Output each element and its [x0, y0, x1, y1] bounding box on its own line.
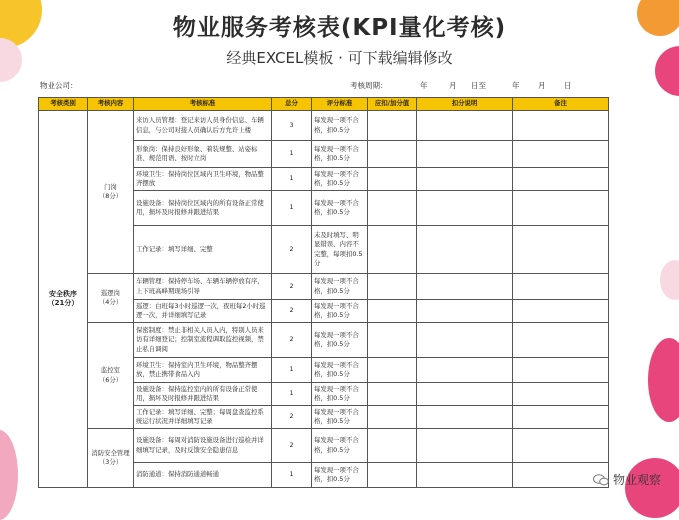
rule-cell: 每发现一项不合格，扣0.5分 — [312, 429, 368, 463]
table-row — [39, 429, 609, 463]
period-year-1: 年 — [420, 81, 428, 90]
deduction-note-cell[interactable] — [417, 406, 513, 429]
group-name: 消防安全管理 — [91, 448, 130, 457]
rule-cell: 每发现一项不合格，扣0.5分 — [312, 463, 368, 488]
deduction-note-cell[interactable] — [417, 226, 513, 274]
criterion-cell: 设施设备：保持监控室内的所有设备正常使用，损坏及时报修并跟进结果 — [134, 383, 272, 406]
criterion-cell: 设施设备：保持岗位区域内的所有设备正常使用，损坏及时报修并跟进结果 — [134, 191, 272, 226]
rule-cell: 每发现一项不合格，扣0.5分 — [312, 383, 368, 406]
score-cell: 1 — [272, 168, 312, 191]
remark-cell[interactable] — [513, 168, 609, 191]
rule-cell: 每发现一项不合格，扣0.5分 — [312, 141, 368, 168]
decor-blob-pink-left — [0, 430, 18, 520]
kpi-table — [38, 97, 609, 488]
adjust-cell[interactable] — [368, 406, 417, 429]
deduction-note-cell[interactable] — [417, 168, 513, 191]
header-cell: 考核类别 — [39, 98, 88, 111]
rule-cell: 每发现一项不合格，扣0.5分 — [312, 274, 368, 300]
deduction-note-cell[interactable] — [417, 358, 513, 383]
adjust-cell[interactable] — [368, 191, 417, 226]
table-header-row — [39, 98, 609, 111]
period-month-2: 月 — [538, 81, 546, 90]
company-label: 物业公司： — [40, 81, 78, 90]
remark-cell[interactable] — [513, 358, 609, 383]
category-cell — [39, 111, 88, 488]
table-row — [39, 323, 609, 358]
adjust-cell[interactable] — [368, 300, 417, 323]
category-name: 安全秩序 — [49, 289, 77, 298]
criterion-cell: 环境卫生：保持室内卫生环境，物品整齐摆放，禁止携带食品入内 — [134, 358, 272, 383]
score-cell: 1 — [272, 463, 312, 488]
header-cell: 评分标准 — [312, 98, 368, 111]
period-year-2: 年 — [512, 81, 520, 90]
criterion-cell: 设施设备：每周对消防设施设备进行巡检并详细填写记录，及时反馈安全隐患信息 — [134, 429, 272, 463]
adjust-cell[interactable] — [368, 141, 417, 168]
adjust-cell[interactable] — [368, 323, 417, 358]
group-cell — [88, 274, 134, 323]
category-score: （21分） — [47, 299, 79, 307]
header-cell: 总分 — [272, 98, 312, 111]
criterion-cell: 形象岗：保持良好形象、着装规整、站姿标准、规范用语、按时立岗 — [134, 141, 272, 168]
adjust-cell[interactable] — [368, 358, 417, 383]
criterion-cell: 保密制度：禁止非相关人员入内，特别人员来访有详细登记；控制室流程调取监控视频，禁止私自调阅 — [134, 323, 272, 358]
score-cell: 2 — [272, 406, 312, 429]
rule-cell: 每发现一项不合格，扣0.5分 — [312, 191, 368, 226]
group-name: 监控室 — [100, 366, 121, 374]
deduction-note-cell[interactable] — [417, 111, 513, 141]
adjust-cell[interactable] — [368, 383, 417, 406]
period-month-1: 月 — [449, 81, 457, 90]
deduction-note-cell[interactable] — [417, 463, 513, 488]
remark-cell[interactable] — [513, 191, 609, 226]
score-cell: 2 — [272, 300, 312, 323]
header-cell: 考核内容 — [88, 98, 134, 111]
remark-cell[interactable] — [513, 383, 609, 406]
group-score: （3分） — [98, 458, 123, 466]
adjust-cell[interactable] — [368, 111, 417, 141]
page-subtitle: 经典EXCEL模板 · 可下载编辑修改 — [226, 49, 453, 67]
watermark — [593, 471, 661, 488]
period-label: 考核周期： — [350, 81, 388, 90]
rule-cell: 每发现一项不合格，扣0.5分 — [312, 168, 368, 191]
adjust-cell[interactable] — [368, 429, 417, 463]
deduction-note-cell[interactable] — [417, 323, 513, 358]
table-row — [39, 274, 609, 300]
remark-cell[interactable] — [513, 300, 609, 323]
deduction-note-cell[interactable] — [417, 141, 513, 168]
remark-cell[interactable] — [513, 141, 609, 168]
criterion-cell: 来访人员管理：登记来访人员身份信息、车辆信息，与公司对接人员确认后方允许上楼 — [134, 111, 272, 141]
deduction-note-cell[interactable] — [417, 383, 513, 406]
score-cell: 3 — [272, 111, 312, 141]
rule-cell: 每发现一项不合格，扣0.5分 — [312, 358, 368, 383]
wechat-icon — [593, 474, 609, 486]
criterion-cell: 消防通道：保持消防通道畅通 — [134, 463, 272, 488]
remark-cell[interactable] — [513, 274, 609, 300]
adjust-cell[interactable] — [368, 226, 417, 274]
score-cell: 2 — [272, 226, 312, 274]
adjust-cell[interactable] — [368, 463, 417, 488]
group-score: （8分） — [98, 192, 123, 200]
group-score: （6分） — [98, 375, 123, 384]
remark-cell[interactable] — [513, 111, 609, 141]
group-cell — [88, 429, 134, 488]
decor-blob-pink-bottom — [625, 458, 679, 518]
score-cell: 1 — [272, 358, 312, 383]
decor-blob-pink-right — [648, 338, 679, 422]
remark-cell[interactable] — [513, 226, 609, 274]
page-title: 物业服务考核表(KPI量化考核) — [172, 15, 507, 41]
score-cell: 1 — [272, 141, 312, 168]
adjust-cell[interactable] — [368, 274, 417, 300]
header-cell: 扣分说明 — [417, 98, 513, 111]
group-name: 门岗 — [104, 182, 117, 191]
score-cell: 1 — [272, 191, 312, 226]
rule-cell: 每发现一项不合格，扣0.5分 — [312, 406, 368, 429]
score-cell: 1 — [272, 383, 312, 406]
deduction-note-cell[interactable] — [417, 191, 513, 226]
header-cell: 应扣/加分值 — [368, 98, 417, 111]
criterion-cell: 工作记录：填写详细、完整 — [134, 226, 272, 274]
remark-cell[interactable] — [513, 323, 609, 358]
group-name: 巡逻岗 — [100, 288, 121, 297]
remark-cell[interactable] — [513, 406, 609, 429]
criterion-cell: 车辆管理：保持停车场、车辆车辆停放有序，上下班高峰期现场引导 — [134, 274, 272, 300]
table-row — [39, 111, 609, 141]
adjust-cell[interactable] — [368, 168, 417, 191]
criterion-cell: 工作记录：填写详细、完整；每周盘查监控系统运行状况并详细填写记录 — [134, 406, 272, 429]
score-cell: 2 — [272, 323, 312, 358]
group-score: （4分） — [98, 298, 123, 306]
remark-cell[interactable] — [513, 429, 609, 463]
rule-cell: 每发现一项不合格，扣0.5分 — [312, 111, 368, 141]
deduction-note-cell[interactable] — [417, 429, 513, 463]
header-cell: 备注 — [513, 98, 609, 111]
decor-blob-light-right — [660, 260, 679, 300]
score-cell: 2 — [272, 429, 312, 463]
rule-cell: 每发现一项不合格，扣0.5分 — [312, 323, 368, 358]
group-cell — [88, 323, 134, 429]
deduction-note-cell[interactable] — [417, 300, 513, 323]
score-cell: 2 — [272, 274, 312, 300]
period-day-2: 日 — [564, 81, 572, 90]
rule-cell: 每发现一项不合格，扣0.5分 — [312, 300, 368, 323]
watermark-text: 物业观察 — [612, 473, 661, 487]
group-cell — [88, 111, 134, 274]
rule-cell: 未及时填写、明显错误、内容不完整，每项扣0.5分 — [312, 226, 368, 274]
period-day-to: 日至 — [471, 81, 486, 90]
criterion-cell: 巡逻：白班每3小时巡逻一次，夜班每2小时巡逻一次，并详细填写记录 — [134, 300, 272, 323]
deduction-note-cell[interactable] — [417, 274, 513, 300]
header-cell: 考核标准 — [134, 98, 272, 111]
criterion-cell: 环境卫生：保持岗位区域内卫生环境，物品整齐摆放 — [134, 168, 272, 191]
